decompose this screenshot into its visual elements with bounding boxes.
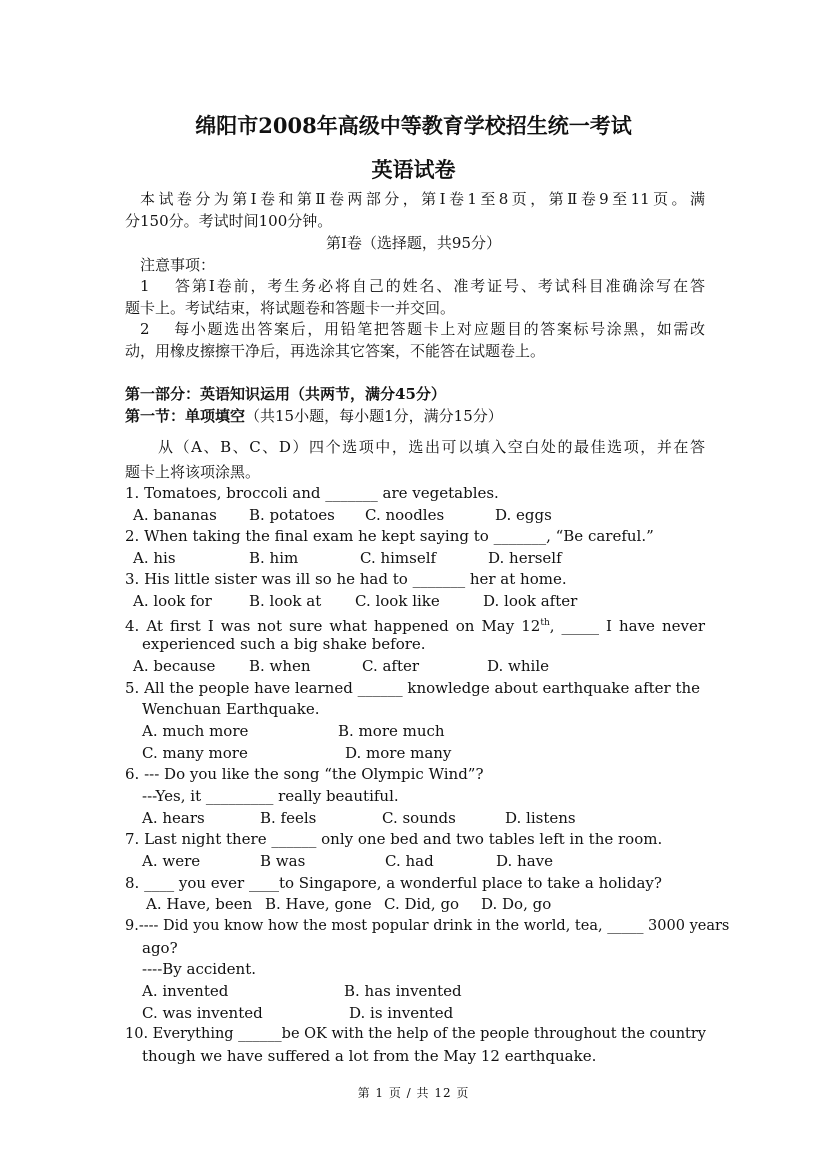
question-3-stem: 3. His little sister was ill so he had to _______ her at home. bbox=[125, 570, 567, 588]
option-d: D. Do, go bbox=[481, 895, 552, 913]
option-c: C. was invented bbox=[142, 1004, 263, 1022]
option-a: A. look for bbox=[133, 592, 212, 610]
option-c: C. himself bbox=[360, 549, 437, 567]
question-6-stem-line-2: ---Yes, it _________ really beautiful. bbox=[142, 787, 399, 805]
question-5-stem-line-1: 5. All the people have learned ______ knowledge about earthquake after the bbox=[125, 679, 701, 697]
option-a: A. because bbox=[133, 657, 216, 675]
question-9-stem-line-1: 9.---- Did you know how the most popular drink in the world, tea, _____ 3000 years bbox=[125, 918, 730, 934]
option-c: C. sounds bbox=[382, 809, 456, 827]
ordinal-suffix: th bbox=[540, 618, 550, 628]
question-7-stem: 7. Last night there ______ only one bed and two tables left in the room. bbox=[125, 830, 663, 848]
option-d: D. eggs bbox=[495, 506, 552, 524]
option-c: C. look like bbox=[355, 592, 440, 610]
sub-heading-title: 第一节：单项填空 bbox=[125, 407, 246, 425]
option-a: A. hears bbox=[142, 809, 205, 827]
option-b: B. potatoes bbox=[249, 506, 335, 524]
option-d: D. look after bbox=[483, 592, 578, 610]
question-9-stem-line-3: ----By accident. bbox=[142, 960, 257, 978]
sub-heading bbox=[125, 406, 705, 427]
option-b: B. more much bbox=[338, 722, 445, 740]
question-5-stem-line-2: Wenchuan Earthquake. bbox=[142, 700, 320, 718]
option-b: B. has invented bbox=[344, 982, 462, 1000]
question-4-stem-line-2: experienced such a big shake before. bbox=[142, 635, 426, 653]
notice-item-2-line-1: 2 每小题选出答案后，用铅笔把答题卡上对应题目的答案标号涂黑，如需改 bbox=[140, 320, 705, 338]
part-heading: 第一部分：英语知识运用（共两节，满分45分） bbox=[125, 385, 446, 403]
question-2-stem: 2. When taking the final exam he kept saying to _______, “Be careful.” bbox=[125, 527, 654, 545]
option-c: C. had bbox=[385, 852, 434, 870]
option-b: B. feels bbox=[260, 809, 317, 827]
instruction-line-2: 题卡上将该项涂黑。 bbox=[125, 463, 261, 481]
option-a: A. his bbox=[133, 549, 176, 567]
question-6-stem-line-1: 6. --- Do you like the song “the Olympic Wind”? bbox=[125, 765, 484, 783]
option-b: B. when bbox=[249, 657, 311, 675]
option-c: C. Did, go bbox=[384, 895, 460, 913]
option-a: A. invented bbox=[142, 982, 229, 1000]
option-d: D. herself bbox=[488, 549, 562, 567]
intro-line-1: 本试卷分为第Ⅰ卷和第Ⅱ卷两部分，第Ⅰ卷1至8页，第Ⅱ卷9至11页。满 bbox=[140, 190, 705, 208]
option-c: C. noodles bbox=[365, 506, 445, 524]
option-d: D. while bbox=[487, 657, 549, 675]
exam-subtitle: 英语试卷 bbox=[371, 157, 456, 182]
option-a: A. much more bbox=[142, 722, 249, 740]
notice-item-1-line-2: 题卡上。考试结束，将试题卷和答题卡一并交回。 bbox=[125, 299, 456, 317]
notice-label: 注意事项： bbox=[140, 256, 216, 274]
option-a: A. were bbox=[142, 852, 201, 870]
option-d: D. more many bbox=[345, 744, 452, 762]
question-10-stem-line-1: 10. Everything ______be OK with the help of the people throughout the country bbox=[125, 1026, 706, 1042]
option-a: A. bananas bbox=[133, 506, 217, 524]
notice-item-2-line-2: 动，用橡皮擦擦干净后，再选涂其它答案，不能答在试题卷上。 bbox=[125, 342, 546, 360]
sub-heading-detail: （共15小题，每小题1分，满分15分） bbox=[245, 407, 503, 425]
intro-line-2: 分150分。考试时间100分钟。 bbox=[125, 212, 333, 230]
option-b: B. Have, gone bbox=[265, 895, 372, 913]
option-b: B. look at bbox=[249, 592, 322, 610]
question-4-stem-text: 4. At first I was not sure what happened on May 12 bbox=[125, 617, 541, 635]
option-d: D. is invented bbox=[349, 1004, 454, 1022]
option-d: D. have bbox=[496, 852, 553, 870]
option-a: A. Have, been bbox=[146, 895, 253, 913]
exam-title: 绵阳市2008年高级中等教育学校招生统一考试 bbox=[195, 113, 632, 138]
question-8-stem: 8. ____ you ever ____to Singapore, a wonderful place to take a holiday? bbox=[125, 874, 662, 892]
option-b: B. him bbox=[249, 549, 299, 567]
option-c: C. many more bbox=[142, 744, 248, 762]
part-one-heading: 第Ⅰ卷（选择题，共95分） bbox=[325, 234, 501, 252]
question-10-stem-line-2: though we have suffered a lot from the May 12 earthquake. bbox=[142, 1047, 597, 1065]
question-4-stem-blank: , _____ I have never bbox=[549, 617, 706, 635]
notice-item-1-line-1: 1 答第Ⅰ卷前，考生务必将自己的姓名、准考证号、考试科目准确涂写在答 bbox=[140, 277, 705, 295]
instruction-line-1: 从（A、B、C、D）四个选项中，选出可以填入空白处的最佳选项，并在答 bbox=[158, 438, 705, 456]
option-c: C. after bbox=[362, 657, 420, 675]
option-b: B was bbox=[260, 852, 306, 870]
question-1-stem: 1. Tomatoes, broccoli and _______ are vegetables. bbox=[125, 484, 499, 502]
page-number: 第 1 页 / 共 12 页 bbox=[357, 1086, 470, 1100]
question-9-stem-line-2: ago? bbox=[142, 939, 178, 957]
option-d: D. listens bbox=[505, 809, 576, 827]
